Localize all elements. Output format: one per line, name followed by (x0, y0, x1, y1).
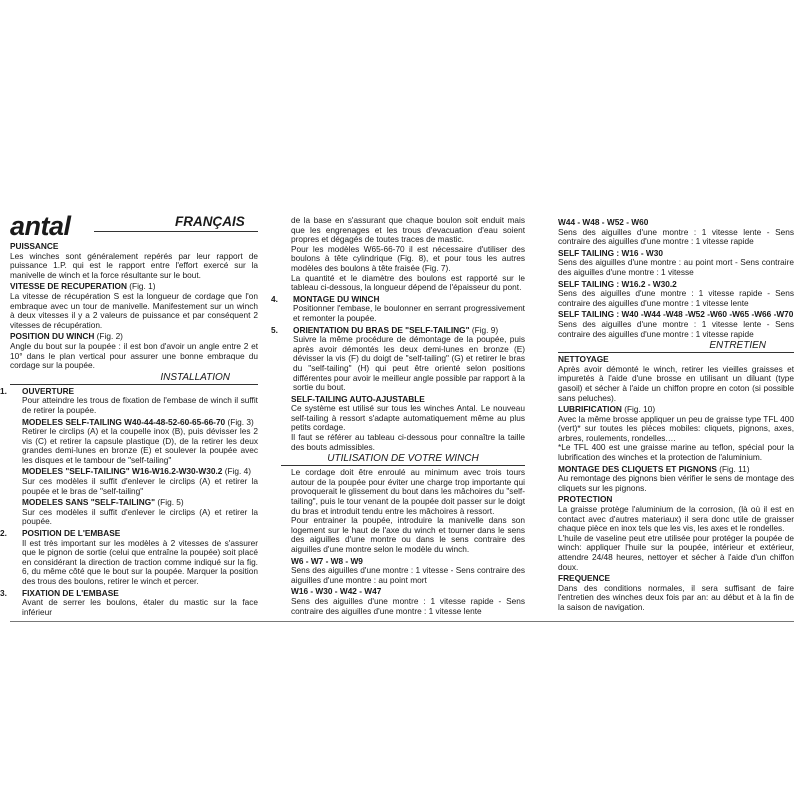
fixation-text: Avant de serrer les boulons, étaler du mastic sur la face inférieur (22, 597, 258, 617)
section-number: 2. (0, 528, 7, 539)
w65-text: Pour les modèles W65-66-70 il est nécessaire d'utiliser des boulons à tête cylindrique (Fig. 8), et pour tous les autres modèles des boulons à tête fraisée (Fig. 7). (291, 243, 525, 273)
self-tailing-w16-title: SELF TAILING : W16 - W30 (558, 247, 663, 258)
bottom-rule (10, 621, 794, 622)
models-self-tailing-title: MODELES SELF-TAILING W40-44-48-52-60-65-66-70 (Fig. 3) (22, 416, 254, 427)
ouverture-title: OUVERTURE (22, 385, 75, 396)
puissance-text: Les winches sont généralement repérés par leur rapport de puissance 1.P. qui est le rapport entre l'effort exercé sur la manivelle de winch et la force résultante sur le bout. (10, 250, 258, 280)
utilisation-heading: UTILISATION DE VOTRE WINCH (281, 453, 525, 466)
position-text: Angle du bout sur la poupée : il est bon d'avoir un angle entre 2 et 10° dans le plan vertical pour assurer une bonne embraque du cordage sur la poupée. (10, 340, 258, 371)
column-1 (0, 216, 258, 617)
auto-adjust-title: SELF-TAILING AUTO-AJUSTABLE (291, 393, 425, 404)
vitesse-title: VITESSE DE RECUPERATION (Fig. 1) (10, 281, 156, 292)
auto-adjust-text: Ce système est utilisé sur tous les winches Antal. Le nouveau self-tailing à ressort s'adapte automatiquement même au plus petits cordage. (291, 403, 525, 433)
lubrification-note: *Le TFL 400 est une graisse marine au teflon, spécial pour la lubrification des winches et la protection de l'aluminium. (558, 442, 794, 463)
w16-text: Sens des aiguilles d'une montre : 1 vitesse rapide - Sens contraire des aiguilles d'une montre : 1 vitesse lente (291, 595, 525, 616)
self-tailing-w16-2-title: SELF TAILING : W16.2 - W30.2 (558, 278, 677, 289)
position-embase-text: Il est très important sur les modèles à 2 vitesses de s'assurer que le pignon de sortie (celui que entraîne la poupée) soit placé en considérant la direction de traction comme indiqué sur la fig. 6, du même côté que le bout sur la poupée. Marquer la position des trous des boulons, retirer le winch et percer. (22, 537, 258, 586)
vitesse-text: La vitesse de récupération S est la longueur de cordage que l'on embraque avec un tour de manivelle. Manifestement sur un winch à deux vitesses il y a 2 valeurs de puissance et par conséquent 2 vitesses de récupération. (10, 290, 258, 330)
models-sans-title: MODELES SANS "SELF-TAILING" (Fig. 5) (22, 497, 184, 508)
w16-title: W16 - W30 - W42 - W47 (291, 586, 382, 597)
lubrification-text: Avec la même brosse appliquer un peu de graisse type TFL 400 (vert)* sur toutes les pièces mobiles: cliquets, pignons, axes, arbres, roulements, rondelles.… (558, 413, 794, 443)
puissance-title: PUISSANCE (10, 241, 59, 251)
models-w16-text: Sur ces modèles il suffit d'enlever le circlips (A) et retirer la poupée et le bras de "self-tailing" (22, 476, 258, 496)
montage-text: Positionner l'embase, le boulonner en serrant progressivement et remonter la poupée. (293, 303, 525, 323)
auto-adjust-text-2: Il faut se référer au tableau ci-dessous pour connaître la taille des bouts admissibles. (291, 432, 525, 452)
section-ouverture (0, 385, 258, 527)
section-number: 1. (0, 385, 7, 396)
frequence-title: FREQUENCE (558, 573, 611, 584)
fixation-title: FIXATION DE L'EMBASE (22, 587, 119, 598)
self-tailing-w40-text: Sens des aiguilles d'une montre : 1 vitesse lente - Sens contraire des aiguilles d'une montre : 1 vitesse rapide (558, 318, 794, 339)
section-orientation (271, 324, 525, 393)
self-tailing-w16-text: Sens des aiguilles d'une montre : au point mort - Sens contraire des aiguilles d'une montre : 1 vitesse (558, 257, 794, 277)
w6-text: Sens des aiguilles d'une montre : 1 vitesse - Sens contraire des aiguilles d'une montre : au point mort (291, 565, 525, 585)
section-montage (271, 293, 525, 324)
self-tailing-w40-title: SELF TAILING : W40 -W44 -W48 -W52 -W60 -W65 -W66 -W70 (558, 309, 794, 320)
position-embase-title: POSITION DE L'EMBASE (22, 528, 121, 539)
language-label: FRANÇAIS (175, 214, 245, 229)
protection-text-2: L'huile de vaseline peut etre utilisée pour protéger la poupée de winch: appliquer l'huile sur la poupée, intérieur et extérieur, attendre 24/48 heures, nettoyer et sécher à l'aide d'un chiffon doux. (558, 532, 794, 572)
section-number: 3. (0, 587, 7, 598)
self-tailing-w16-2-text: Sens des aiguilles d'une montre : 1 vitesse rapide - Sens contraire des aiguilles d'une montre : 1 vitesse lente (558, 288, 794, 308)
entretien-heading: ENTRETIEN (558, 340, 794, 353)
column-2 (271, 215, 525, 616)
cliquets-text: Au remontage des pignons bien vérifier le sens de montage des cliquets sur les pignons. (558, 473, 794, 493)
brand-logo: antal (10, 211, 71, 241)
models-w16-title: MODELES "SELF-TAILING" W16-W16.2-W30-W30.2 (Fig. 4) (22, 466, 251, 477)
nettoyage-title: NETTOYAGE (558, 354, 609, 365)
section-number: 4. (271, 293, 278, 304)
column-3 (558, 216, 794, 613)
w6-title: W6 - W7 - W8 - W9 (291, 555, 363, 566)
ouverture-text: Pour atteindre les trous de fixation de l'embase de winch il suffit de retirer la poupée. (22, 395, 258, 415)
nettoyage-text: Après avoir démonté le winch, retirer les vieilles graisses et impuretés à l'aide d'une brosse en utilisant un diluant (type gasoil) et sécher à l'aide un chiffon propre en coton (si possible sans peluches). (558, 363, 794, 403)
position-title: POSITION DU WINCH (Fig. 2) (10, 331, 123, 342)
protection-text-1: La graisse protège l'aluminium de la corrosion, (là où il est en contact avec d'autres materiaux) il sera donc utile de graisser chaque pièce en inox tels que les vis, les axes et le rondelles. (558, 504, 794, 534)
models-sans-text: Sur ces modèles il suffit d'enlever le circlips (A) et retirer la poupée. (22, 506, 258, 527)
section-number: 5. (271, 324, 278, 335)
utilisation-text-2: Pour entrainer la poupée, introduire la manivelle dans son logement sur le haut de l'axe du winch et tourner dans le sens des aiguilles d'une montre ou dans le sens contraire des aiguilles d'une montre selon le modèle du winch. (291, 515, 525, 554)
lubrification-title: LUBRIFICATION (Fig. 10) (558, 404, 656, 415)
models-self-tailing-text: Retirer le circlips (A) et la coupelle inox (B), puis dévisser les 2 vis (C) et retirer la capsule plastique (D), de la retirer les deux grandes demi-lunes en bronze (E) et soulever la poupée avec les disques et le tambour de "self-tailing" (22, 426, 258, 465)
section-fixation (0, 587, 258, 618)
utilisation-text-1: Le cordage doit être enroulé au minimum avec trois tours autour de la poupée pour éviter une charge trop importante qui provoquerait le glissement du bout dans les mâchoires du "self-tailing", puis le tour venant de la poupée doit passer sur le doigt du bras et introduit tendu entre les mâchoires à ressort. (291, 467, 525, 516)
fixation-text-continued: de la base en s'assurant que chaque boulon soit enduit mais que les engrenages et les trous d'evacuation d'eau soient propres et dégagés de toutes traces de mastic. (291, 215, 525, 245)
frequence-text: Dans des conditions normales, il sera suffisant de faire l'entretien des winches deux fois par an: au début et à la fin de la saison de navigation. (558, 582, 794, 612)
quantity-text: La quantité et le diamètre des boulons est rapporté sur le tableau ci-dessous, la longueur dépend de l'épaisseur du pont. (291, 272, 525, 293)
montage-title: MONTAGE DU WINCH (293, 293, 380, 304)
section-position-embase (0, 528, 258, 587)
orientation-title: ORIENTATION DU BRAS DE "SELF-TAILING" (Fig. 9) (293, 324, 499, 335)
w44-text: Sens des aiguilles d'une montre : 1 vitesse lente - Sens contraire des aiguilles d'une montre : 1 vitesse rapide (558, 226, 794, 247)
orientation-text: Suivre la même procédure de démontage de la poupée, puis après avoir démontés les deux demi-lunes en bronze (E) dévisser la vis (F) du doigt de "self-tailing" (G) et retirer le bras du "self-tailing" (H) qui peut être orienté selon positions différentes pour avoir le meilleur angle possible par rapport à la sortie du bout. (293, 334, 525, 393)
cliquets-title: MONTAGE DES CLIQUETS ET PIGNONS (Fig. 11) (558, 463, 750, 474)
w44-title: W44 - W48 - W52 - W60 (558, 217, 649, 227)
installation-heading: INSTALLATION (10, 372, 258, 385)
protection-title: PROTECTION (558, 494, 613, 505)
